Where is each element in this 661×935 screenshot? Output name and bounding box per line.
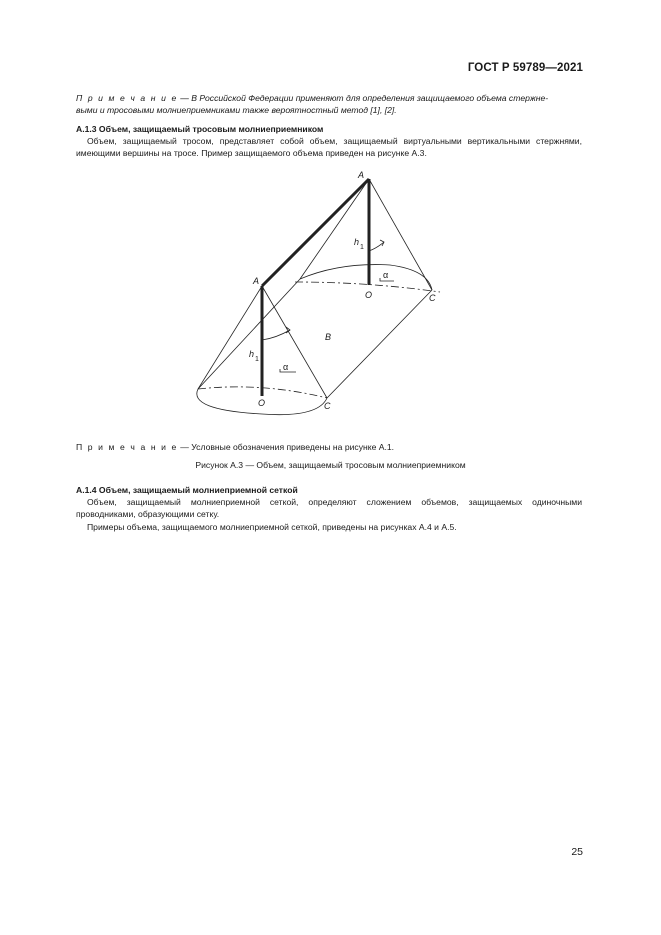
note-2	[76, 441, 582, 453]
cone-left-edge-2	[262, 286, 327, 398]
label-apex-left: A	[253, 276, 260, 286]
envelope-line-left	[198, 279, 300, 389]
label-edge-left: C	[324, 401, 331, 411]
cable-line	[262, 179, 369, 286]
cone-top-edge-2	[369, 179, 432, 290]
label-height-left: h	[249, 349, 255, 359]
label-alpha-top: α	[383, 270, 389, 280]
label-apex-top: A	[358, 170, 365, 180]
note-1-text-2: выми и тросовыми молниеприемниками также вероятностный метод [1], [2].	[76, 105, 397, 116]
label-height-top-sub: 1	[360, 244, 364, 251]
section-a14-body-1: Объем, защищаемый молниеприемной сеткой, определяют сложением объемов, защищаемых одиночными проводниками, образующими сетку.	[76, 497, 582, 520]
note-2-label: П р и м е ч а н и е	[76, 442, 178, 452]
base-ellipse-top-arc	[300, 265, 432, 290]
section-a14-heading: А.1.4 Объем, защищаемый молниеприемной сеткой	[76, 485, 298, 495]
label-center-b: B	[325, 332, 332, 342]
note-1-text: — В Российской Федерации применяют для определения защищаемого объема стержне-	[177, 93, 549, 103]
figure-caption: Рисунок А.3 — Объем, защищаемый тросовым молниеприемником	[195, 460, 466, 470]
label-edge-top: C	[429, 293, 436, 303]
angle-arrow-left	[286, 327, 290, 333]
label-alpha-left: α	[283, 362, 289, 372]
document-header: ГОСТ Р 59789—2021	[467, 62, 583, 74]
label-base-top: O	[365, 290, 373, 300]
cone-top-edge-1	[300, 179, 369, 279]
page-number: 25	[571, 846, 583, 858]
label-height-left-sub: 1	[255, 356, 259, 363]
section-a14-body-2: Примеры объема, защищаемого молниеприемной сеткой, приведены на рисунках А.4 и А.5.	[87, 522, 457, 532]
cone-left-edge-1	[198, 286, 262, 389]
note-2-text: — Условные обозначения приведены на рисунке А.1.	[177, 442, 395, 452]
section-a13-body: Объем, защищаемый тросом, представляет собой объем, защищаемый виртуальными вертикальными стержнями, имеющими вершины на тросе. Пример защищаемого объема приведен на рисунке А.3.	[76, 136, 582, 159]
section-a13-heading: А.1.3 Объем, защищаемый тросовым молниеприемником	[76, 124, 324, 134]
angle-arc-top	[369, 242, 384, 251]
angle-arc-left	[262, 330, 290, 340]
label-height-top: h	[354, 237, 360, 247]
envelope-line-right	[327, 290, 432, 398]
label-base-left: O	[258, 398, 266, 408]
note-1-label: П р и м е ч а н и е	[76, 93, 178, 103]
